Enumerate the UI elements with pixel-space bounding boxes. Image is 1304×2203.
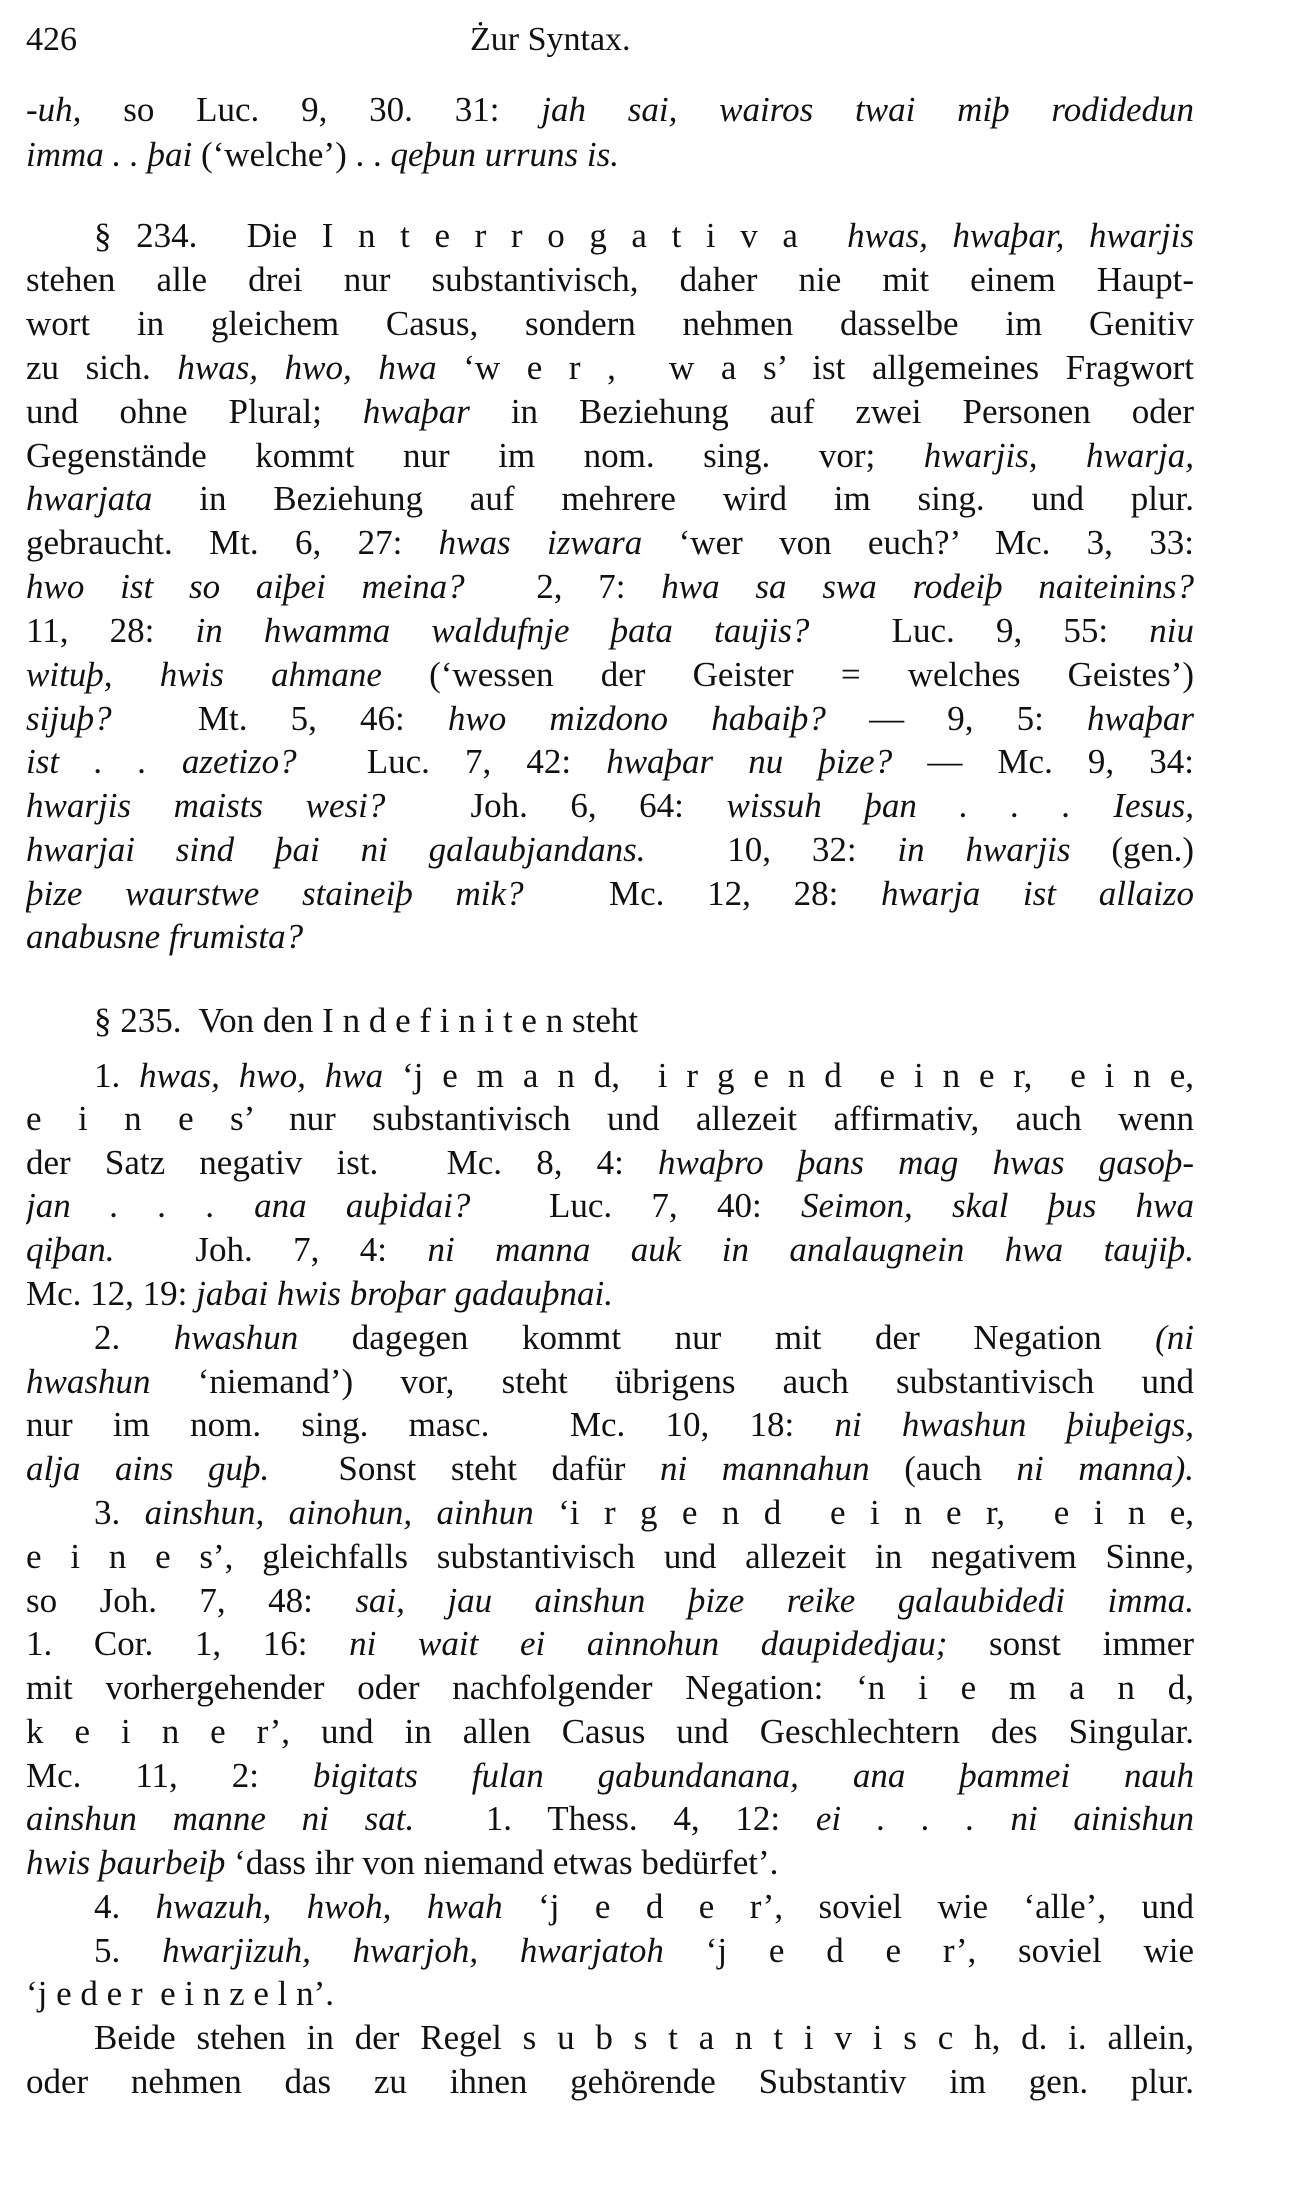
text-line: jan . . . ana auþidai? Luc. 7, 40: Seimon, skal þus hwa bbox=[26, 1186, 1194, 1225]
text-line: ‘j e d e r e i n z e l n’. bbox=[26, 1974, 335, 2013]
text-line: qiþan. Joh. 7, 4: ni manna auk in analaugnein hwa taujiþ. bbox=[26, 1230, 1194, 1269]
text-line: 1. hwas, hwo, hwa ‘j e m a n d, i r g e n d e i n e r, e i n e, bbox=[94, 1056, 1194, 1095]
text-line: Gegenstände kommt nur im nom. sing. vor; hwarjis, hwarja, bbox=[26, 436, 1194, 475]
text-line: ist . . azetizo? Luc. 7, 42: hwaþar nu þize? — Mc. 9, 34: bbox=[26, 742, 1194, 781]
text-line: nur im nom. sing. masc. Mc. 10, 18: ni hwashun þiuþeigs, bbox=[26, 1405, 1194, 1444]
text-line: 5. hwarjizuh, hwarjoh, hwarjatoh ‘j e d e r’, soviel wie bbox=[94, 1931, 1194, 1970]
text-line: e i n e s’ nur substantivisch und allezeit affirmativ, auch wenn bbox=[26, 1099, 1194, 1138]
text-line: 2. hwashun dagegen kommt nur mit der Negation (ni bbox=[94, 1318, 1194, 1357]
text-line: 11, 28: in hwamma waldufnje þata taujis? Luc. 9, 55: niu bbox=[26, 611, 1194, 650]
text-line: hwis þaurbeiþ ‘dass ihr von niemand etwas bedürfet’. bbox=[26, 1843, 779, 1882]
text-line: § 235. Von den I n d e f i n i t e n steht bbox=[94, 1001, 639, 1040]
text-line: 1. Cor. 1, 16: ni wait ei ainnohun daupidedjau; sonst immer bbox=[26, 1624, 1194, 1663]
text-line: sijuþ? Mt. 5, 46: hwo mizdono habaiþ? — 9, 5: hwaþar bbox=[26, 699, 1194, 738]
text-line: þize waurstwe staineiþ mik? Mc. 12, 28: hwarja ist allaizo bbox=[26, 874, 1194, 913]
text-line: stehen alle drei nur substantivisch, daher nie mit einem Haupt- bbox=[26, 260, 1194, 299]
text-line: § 234. Die I n t e r r o g a t i v a hwas, hwaþar, hwarjis bbox=[94, 216, 1194, 255]
text-line: e i n e s’, gleichfalls substantivisch und allezeit in negativem Sinne, bbox=[26, 1537, 1194, 1576]
text-line: Mc. 11, 2: bigitats fulan gabundanana, ana þammei nauh bbox=[26, 1756, 1194, 1795]
text-line: imma . . þai (‘welche’) . . qeþun urruns is. bbox=[26, 135, 619, 174]
text-line: hwarjis maists wesi? Joh. 6, 64: wissuh þan . . . Iesus, bbox=[26, 786, 1194, 825]
text-line: mit vorhergehender oder nachfolgender Negation: ‘n i e m a n d, bbox=[26, 1668, 1194, 1707]
text-line: zu sich. hwas, hwo, hwa ‘w e r , w a s’ ist allgemeines Fragwort bbox=[26, 348, 1194, 387]
text-line: ainshun manne ni sat. 1. Thess. 4, 12: ei . . . ni ainishun bbox=[26, 1799, 1194, 1838]
text-line: oder nehmen das zu ihnen gehörende Substantiv im gen. plur. bbox=[26, 2062, 1194, 2101]
text-line: -uh, so Luc. 9, 30. 31: jah sai, wairos twai miþ rodidedun bbox=[26, 90, 1194, 129]
text-line: wort in gleichem Casus, sondern nehmen dasselbe im Genitiv bbox=[26, 304, 1194, 343]
text-line: alja ains guþ. Sonst steht dafür ni mannahun (auch ni manna). bbox=[26, 1449, 1194, 1488]
text-line: 4. hwazuh, hwoh, hwah ‘j e d e r’, soviel wie ‘alle’, und bbox=[94, 1887, 1194, 1926]
text-line: so Joh. 7, 48: sai, jau ainshun þize reike galaubidedi imma. bbox=[26, 1581, 1194, 1620]
text-line: k e i n e r’, und in allen Casus und Geschlechtern des Singular. bbox=[26, 1712, 1194, 1751]
text-line: Mc. 12, 19: jabai hwis broþar gadauþnai. bbox=[26, 1274, 613, 1313]
text-line: wituþ, hwis ahmane (‘wessen der Geister = welches Geistes’) bbox=[26, 655, 1194, 694]
text-line: hwarjata in Beziehung auf mehrere wird im sing. und plur. bbox=[26, 479, 1194, 518]
text-line: anabusne frumista? bbox=[26, 917, 304, 956]
text-line: und ohne Plural; hwaþar in Beziehung auf zwei Personen oder bbox=[26, 392, 1194, 431]
text-line: 3. ainshun, ainohun, ainhun ‘i r g e n d e i n e r, e i n e, bbox=[94, 1493, 1194, 1532]
text-line: der Satz negativ ist. Mc. 8, 4: hwaþro þans mag hwas gasoþ- bbox=[26, 1143, 1194, 1182]
text-line: hwashun ‘niemand’) vor, steht übrigens auch substantivisch und bbox=[26, 1362, 1194, 1401]
text-line: hwarjai sind þai ni galaubjandans. 10, 32: in hwarjis (gen.) bbox=[26, 830, 1194, 869]
running-head: Żur Syntax. bbox=[470, 21, 631, 58]
page-number: 426 bbox=[26, 21, 77, 58]
text-line: Beide stehen in der Regel s u b s t a n t i v i s c h, d. i. allein, bbox=[94, 2018, 1194, 2057]
text-line: hwo ist so aiþei meina? 2, 7: hwa sa swa rodeiþ naiteinins? bbox=[26, 567, 1194, 606]
text-line: gebraucht. Mt. 6, 27: hwas izwara ‘wer von euch?’ Mc. 3, 33: bbox=[26, 523, 1194, 562]
